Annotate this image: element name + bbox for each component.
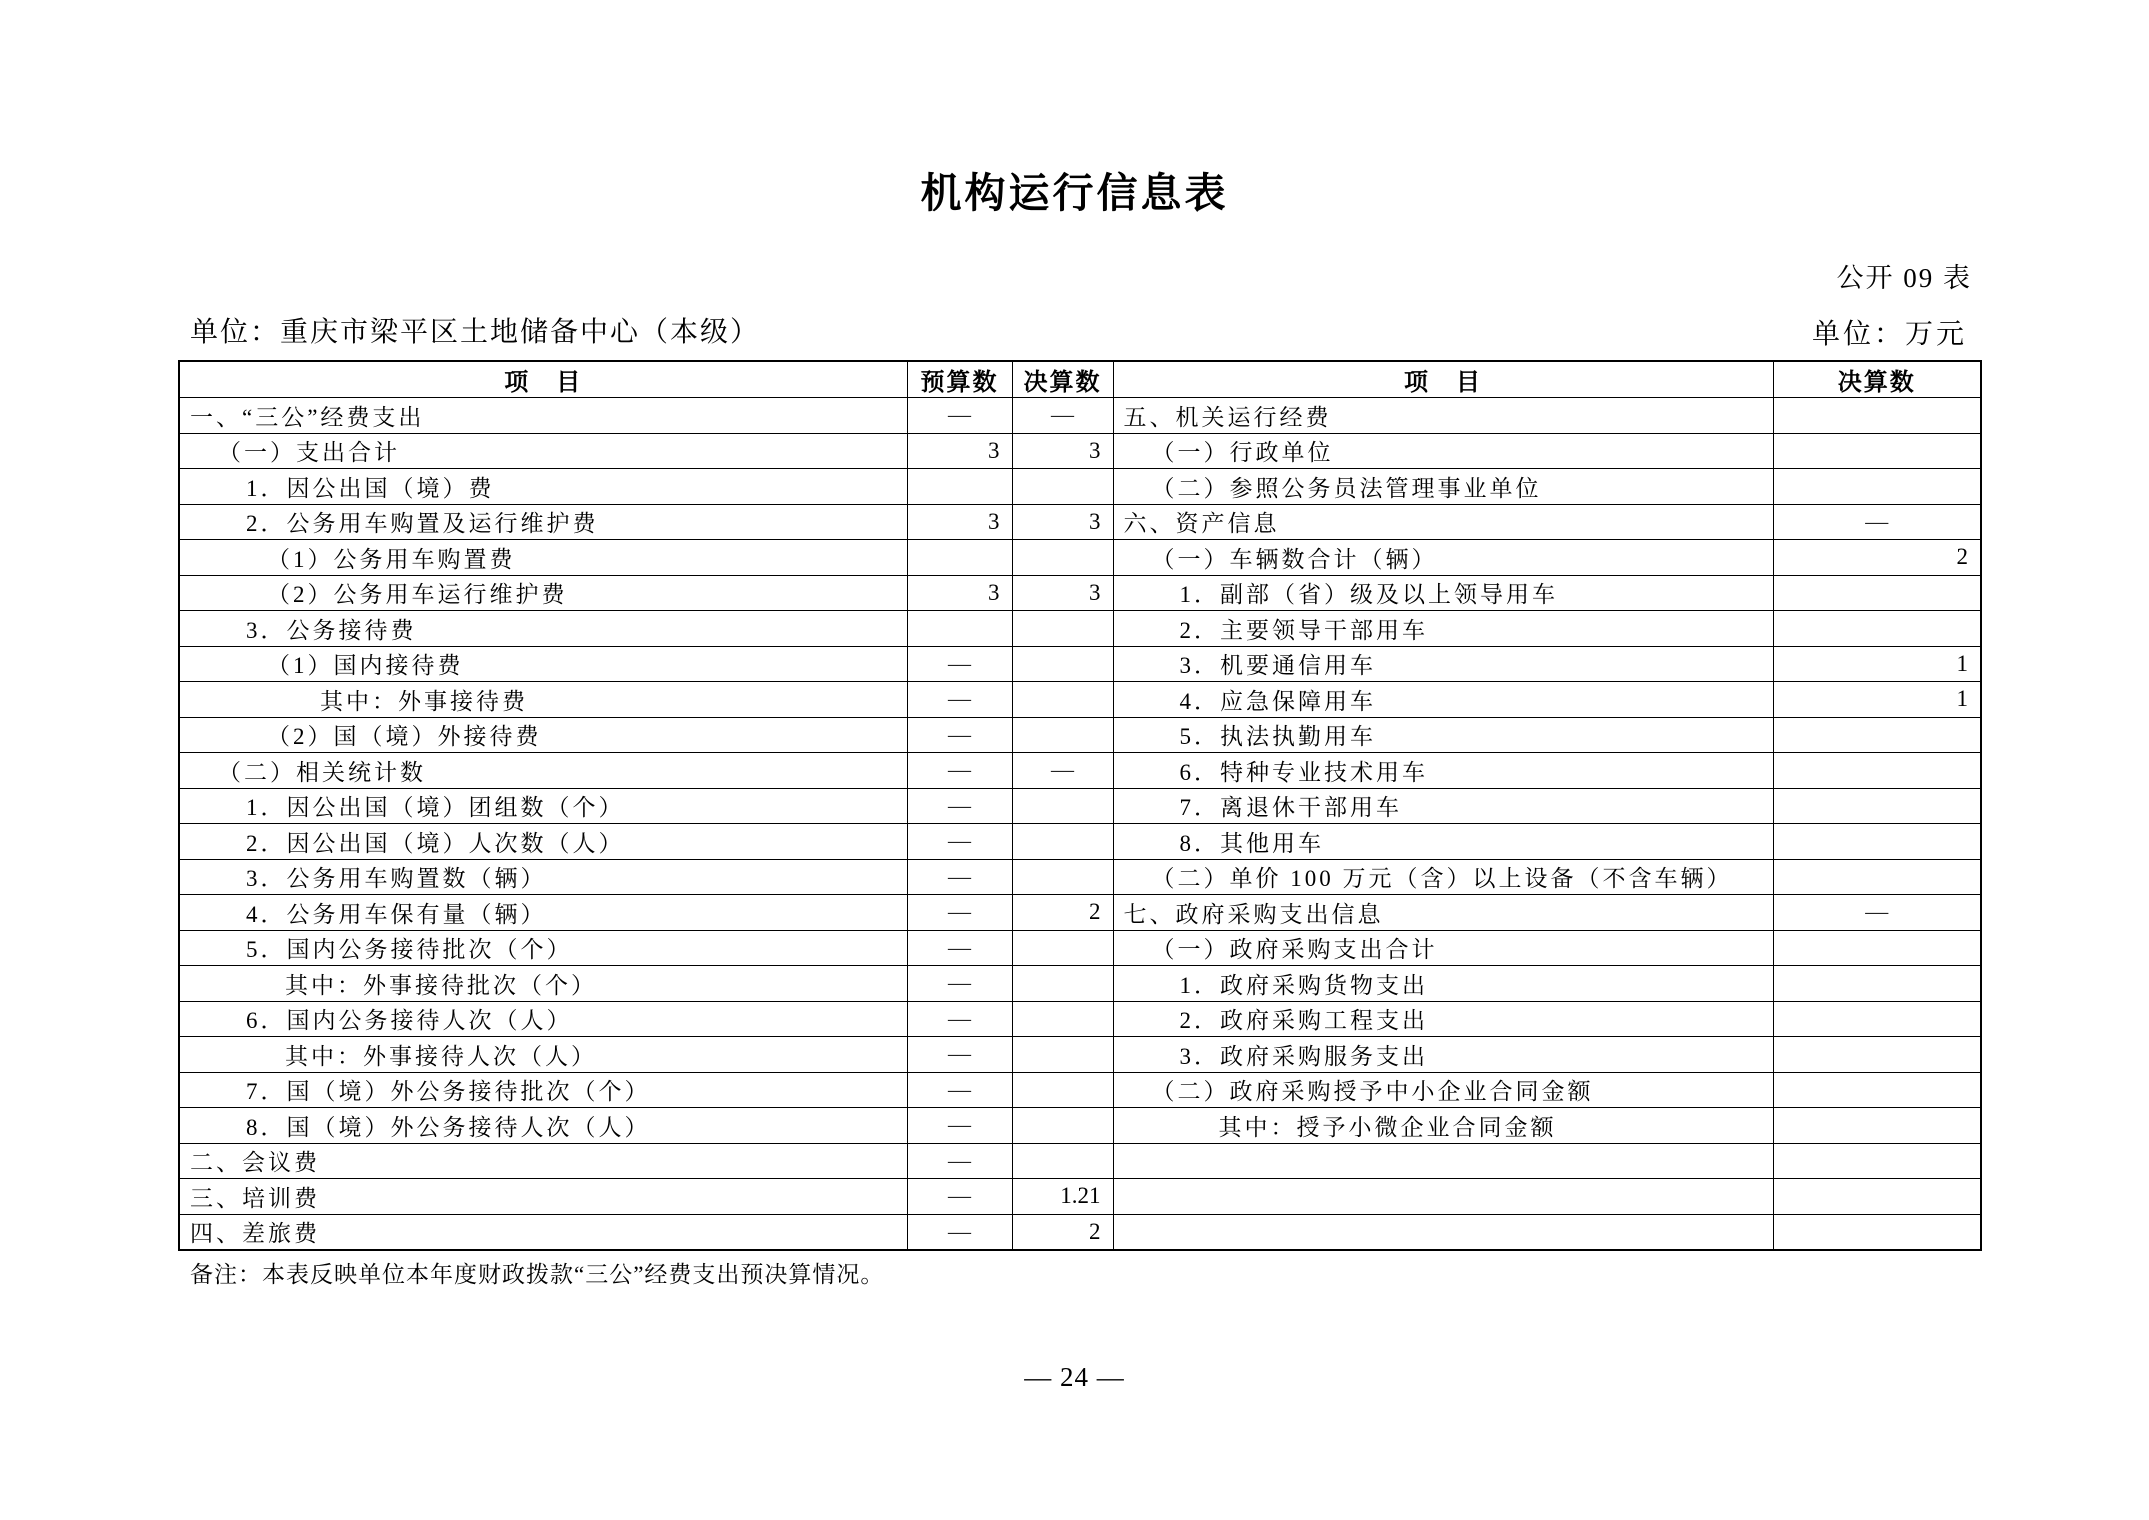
header-budget: 预算数: [907, 361, 1012, 398]
left-budget-cell: —: [907, 1001, 1012, 1037]
left-budget-cell: —: [907, 753, 1012, 789]
left-item-cell: 三、培训费: [179, 1179, 907, 1215]
right-item-cell: （一）政府采购支出合计: [1113, 930, 1773, 966]
left-budget-cell: —: [907, 1143, 1012, 1179]
right-item-cell: 8．其他用车: [1113, 824, 1773, 860]
right-final-cell: 2: [1773, 540, 1981, 576]
left-final-cell: 1.21: [1012, 1179, 1113, 1215]
left-item-cell: 2．因公出国（境）人次数（人）: [179, 824, 907, 860]
table-row: [179, 1143, 1981, 1179]
right-final-cell: [1773, 469, 1981, 505]
page-number: — 24 —: [1024, 1362, 1125, 1392]
right-item-cell: 4．应急保障用车: [1113, 682, 1773, 718]
right-final-cell: [1773, 1214, 1981, 1250]
right-item-cell: 7．离退休干部用车: [1113, 788, 1773, 824]
left-item-cell: 二、会议费: [179, 1143, 907, 1179]
table-row: [179, 1108, 1981, 1144]
left-budget-cell: 3: [907, 575, 1012, 611]
left-budget-cell: —: [907, 682, 1012, 718]
table-row: [179, 788, 1981, 824]
table-row: [179, 646, 1981, 682]
table-row: [179, 1072, 1981, 1108]
left-budget-cell: —: [907, 824, 1012, 860]
info-table: [178, 360, 1982, 1251]
table-row: [179, 1001, 1981, 1037]
left-final-cell: [1012, 540, 1113, 576]
left-final-cell: 2: [1012, 1214, 1113, 1250]
right-item-cell: （二）政府采购授予中小企业合同金额: [1113, 1072, 1773, 1108]
left-budget-cell: —: [907, 1214, 1012, 1250]
right-final-cell: 1: [1773, 646, 1981, 682]
left-final-cell: [1012, 824, 1113, 860]
right-final-cell: [1773, 1143, 1981, 1179]
right-item-cell: 3．机要通信用车: [1113, 646, 1773, 682]
left-item-cell: （一）支出合计: [179, 433, 907, 469]
table-row: [179, 540, 1981, 576]
table-row: [179, 824, 1981, 860]
left-item-cell: 其中：外事接待费: [179, 682, 907, 718]
left-final-cell: [1012, 717, 1113, 753]
table-row: [179, 930, 1981, 966]
left-item-cell: （1）国内接待费: [179, 646, 907, 682]
left-final-cell: [1012, 469, 1113, 505]
left-budget-cell: —: [907, 717, 1012, 753]
table-row: [179, 1179, 1981, 1215]
left-budget-cell: —: [907, 1072, 1012, 1108]
left-final-cell: 3: [1012, 433, 1113, 469]
left-final-cell: 3: [1012, 504, 1113, 540]
left-final-cell: 2: [1012, 895, 1113, 931]
table-row: [179, 398, 1981, 434]
right-item-cell: 3．政府采购服务支出: [1113, 1037, 1773, 1073]
left-budget-cell: —: [907, 398, 1012, 434]
right-item-cell: 2．政府采购工程支出: [1113, 1001, 1773, 1037]
left-final-cell: [1012, 859, 1113, 895]
right-item-cell: （一）行政单位: [1113, 433, 1773, 469]
right-final-cell: 1: [1773, 682, 1981, 718]
right-item-cell: 1．副部（省）级及以上领导用车: [1113, 575, 1773, 611]
left-final-cell: [1012, 966, 1113, 1002]
right-item-cell: （二）单价 100 万元（含）以上设备（不含车辆）: [1113, 859, 1773, 895]
right-item-cell: [1113, 1214, 1773, 1250]
header-item-right: 项 目: [1113, 361, 1773, 398]
header-final-left: 决算数: [1012, 361, 1113, 398]
left-item-cell: 1．因公出国（境）团组数（个）: [179, 788, 907, 824]
table-row: [179, 966, 1981, 1002]
left-final-cell: [1012, 788, 1113, 824]
left-item-cell: 7．国（境）外公务接待批次（个）: [179, 1072, 907, 1108]
right-item-cell: 6．特种专业技术用车: [1113, 753, 1773, 789]
table-row: [179, 433, 1981, 469]
right-final-cell: [1773, 824, 1981, 860]
left-final-cell: [1012, 646, 1113, 682]
header-item-left: 项 目: [179, 361, 907, 398]
left-item-cell: （二）相关统计数: [179, 753, 907, 789]
left-budget-cell: —: [907, 966, 1012, 1002]
table-row: [179, 611, 1981, 647]
header-row: [179, 361, 1981, 398]
right-final-cell: [1773, 753, 1981, 789]
right-final-cell: [1773, 398, 1981, 434]
table-row: [179, 504, 1981, 540]
left-budget-cell: [907, 611, 1012, 647]
left-final-cell: [1012, 611, 1113, 647]
table-row: [179, 717, 1981, 753]
table-row: [179, 1214, 1981, 1250]
left-final-cell: [1012, 682, 1113, 718]
left-item-cell: 其中：外事接待人次（人）: [179, 1037, 907, 1073]
right-item-cell: [1113, 1179, 1773, 1215]
left-budget-cell: 3: [907, 504, 1012, 540]
right-final-cell: [1773, 1072, 1981, 1108]
left-item-cell: 8．国（境）外公务接待人次（人）: [179, 1108, 907, 1144]
left-final-cell: [1012, 1108, 1113, 1144]
page-title: 机构运行信息表: [920, 170, 1229, 216]
right-item-cell: （一）车辆数合计（辆）: [1113, 540, 1773, 576]
right-item-cell: 六、资产信息: [1113, 504, 1773, 540]
left-budget-cell: [907, 469, 1012, 505]
right-item-cell: [1113, 1143, 1773, 1179]
right-item-cell: 2．主要领导干部用车: [1113, 611, 1773, 647]
table-row: [179, 753, 1981, 789]
right-item-cell: （二）参照公务员法管理事业单位: [1113, 469, 1773, 505]
header-final-right: 决算数: [1773, 361, 1981, 398]
right-final-cell: [1773, 788, 1981, 824]
left-budget-cell: —: [907, 895, 1012, 931]
left-budget-cell: —: [907, 859, 1012, 895]
right-final-cell: —: [1773, 895, 1981, 931]
right-final-cell: [1773, 966, 1981, 1002]
left-item-cell: 4．公务用车保有量（辆）: [179, 895, 907, 931]
left-item-cell: 四、差旅费: [179, 1214, 907, 1250]
form-code: 公开 09 表: [1836, 263, 1972, 293]
left-final-cell: [1012, 1143, 1113, 1179]
left-final-cell: [1012, 1037, 1113, 1073]
table-row: [179, 859, 1981, 895]
left-final-cell: [1012, 930, 1113, 966]
left-final-cell: —: [1012, 753, 1113, 789]
right-item-cell: 1．政府采购货物支出: [1113, 966, 1773, 1002]
left-item-cell: 其中：外事接待批次（个）: [179, 966, 907, 1002]
left-item-cell: （2）公务用车运行维护费: [179, 575, 907, 611]
right-final-cell: [1773, 930, 1981, 966]
right-final-cell: [1773, 717, 1981, 753]
right-item-cell: 其中：授予小微企业合同金额: [1113, 1108, 1773, 1144]
left-final-cell: —: [1012, 398, 1113, 434]
left-item-cell: 3．公务用车购置数（辆）: [179, 859, 907, 895]
left-budget-cell: —: [907, 646, 1012, 682]
left-final-cell: 3: [1012, 575, 1113, 611]
right-final-cell: [1773, 575, 1981, 611]
left-budget-cell: [907, 540, 1012, 576]
table-body: [179, 398, 1981, 1250]
money-unit-label: 单位：万元: [1811, 319, 1967, 350]
right-final-cell: [1773, 1001, 1981, 1037]
left-budget-cell: —: [907, 1108, 1012, 1144]
left-final-cell: [1012, 1001, 1113, 1037]
left-item-cell: 一、“三公”经费支出: [179, 398, 907, 434]
right-final-cell: [1773, 433, 1981, 469]
left-item-cell: 1．因公出国（境）费: [179, 469, 907, 505]
table-row: [179, 469, 1981, 505]
table-row: [179, 682, 1981, 718]
right-final-cell: [1773, 1037, 1981, 1073]
left-item-cell: 6．国内公务接待人次（人）: [179, 1001, 907, 1037]
left-budget-cell: —: [907, 1037, 1012, 1073]
right-final-cell: [1773, 1108, 1981, 1144]
right-final-cell: [1773, 859, 1981, 895]
right-final-cell: [1773, 611, 1981, 647]
left-budget-cell: —: [907, 1179, 1012, 1215]
left-budget-cell: —: [907, 930, 1012, 966]
right-item-cell: 五、机关运行经费: [1113, 398, 1773, 434]
left-item-cell: （2）国（境）外接待费: [179, 717, 907, 753]
right-final-cell: —: [1773, 504, 1981, 540]
left-item-cell: 5．国内公务接待批次（个）: [179, 930, 907, 966]
note: 备注：本表反映单位本年度财政拨款“三公”经费支出预决算情况。: [190, 1262, 885, 1287]
left-item-cell: 2．公务用车购置及运行维护费: [179, 504, 907, 540]
left-item-cell: 3．公务接待费: [179, 611, 907, 647]
table-row: [179, 575, 1981, 611]
table-row: [179, 1037, 1981, 1073]
left-final-cell: [1012, 1072, 1113, 1108]
org-unit-label: 单位：重庆市梁平区土地储备中心（本级）: [190, 317, 761, 348]
left-budget-cell: —: [907, 788, 1012, 824]
right-item-cell: 七、政府采购支出信息: [1113, 895, 1773, 931]
left-item-cell: （1）公务用车购置费: [179, 540, 907, 576]
table-row: [179, 895, 1981, 931]
right-final-cell: [1773, 1179, 1981, 1215]
right-item-cell: 5．执法执勤用车: [1113, 717, 1773, 753]
left-budget-cell: 3: [907, 433, 1012, 469]
